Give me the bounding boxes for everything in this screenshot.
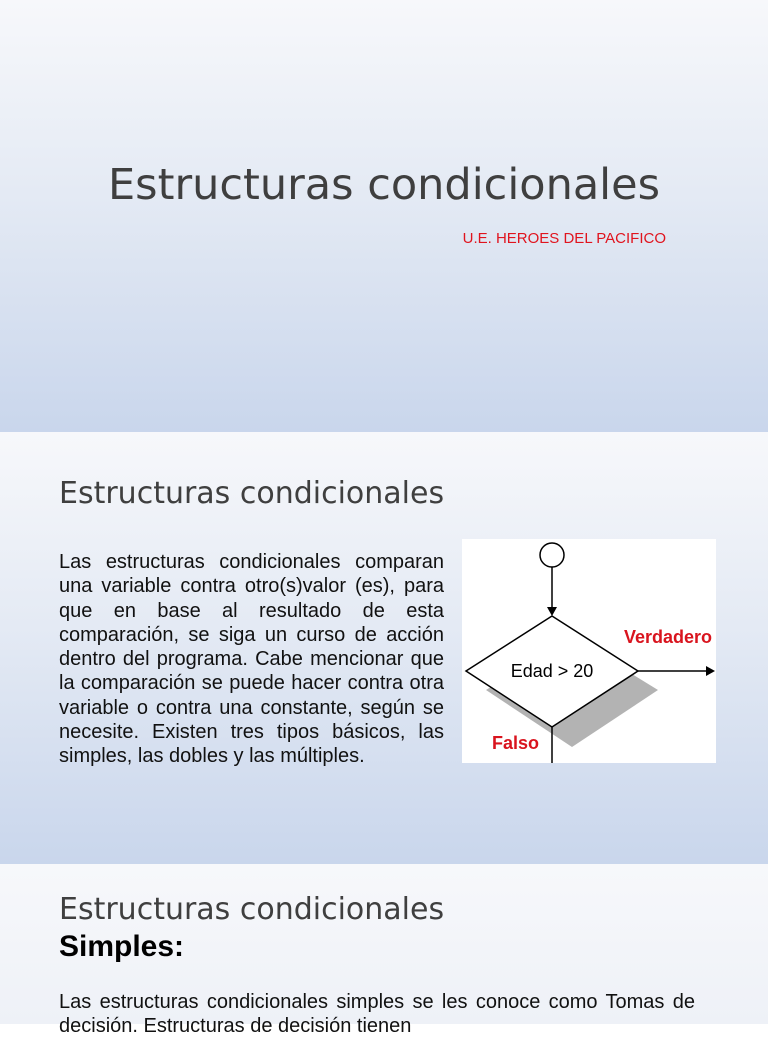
simple-paragraph: Las estructuras condicionales simples se les conoce como Tomas de decisión. Estructuras de decisión tienen [59, 991, 695, 1038]
section-subtitle: Simples: [59, 930, 185, 963]
slide-title: Estructuras condicionales [59, 476, 445, 511]
slide-simple-structures [0, 864, 768, 1038]
slide-introduction [0, 432, 768, 864]
intro-paragraph: Las estructuras condicionales comparan una variable contra otro(s)valor (es), para que en base al resultado de esta comparación, se siga un curso de acción dentro del programa. Cabe mencionar que la comparación se puede hacer contra otra variable o contra una constante, según se necesite. Existen tres tipos básicos, las simples, las dobles y las múltiples. [59, 551, 444, 768]
false-label: Falso [492, 733, 540, 753]
flowchart-diagram [462, 539, 716, 763]
flowchart-svg [462, 539, 716, 763]
arrow-head-true [706, 666, 715, 676]
arrow-head-in [547, 607, 557, 616]
school-subtitle: U.E. HEROES DEL PACIFICO [462, 230, 666, 247]
decision-condition: Edad > 20 [510, 661, 594, 681]
start-node [540, 543, 564, 567]
main-title: Estructuras condicionales [108, 160, 660, 210]
true-label: Verdadero [623, 627, 712, 647]
slide-title: Estructuras condicionales [59, 892, 445, 927]
slide-title-page [0, 0, 768, 432]
